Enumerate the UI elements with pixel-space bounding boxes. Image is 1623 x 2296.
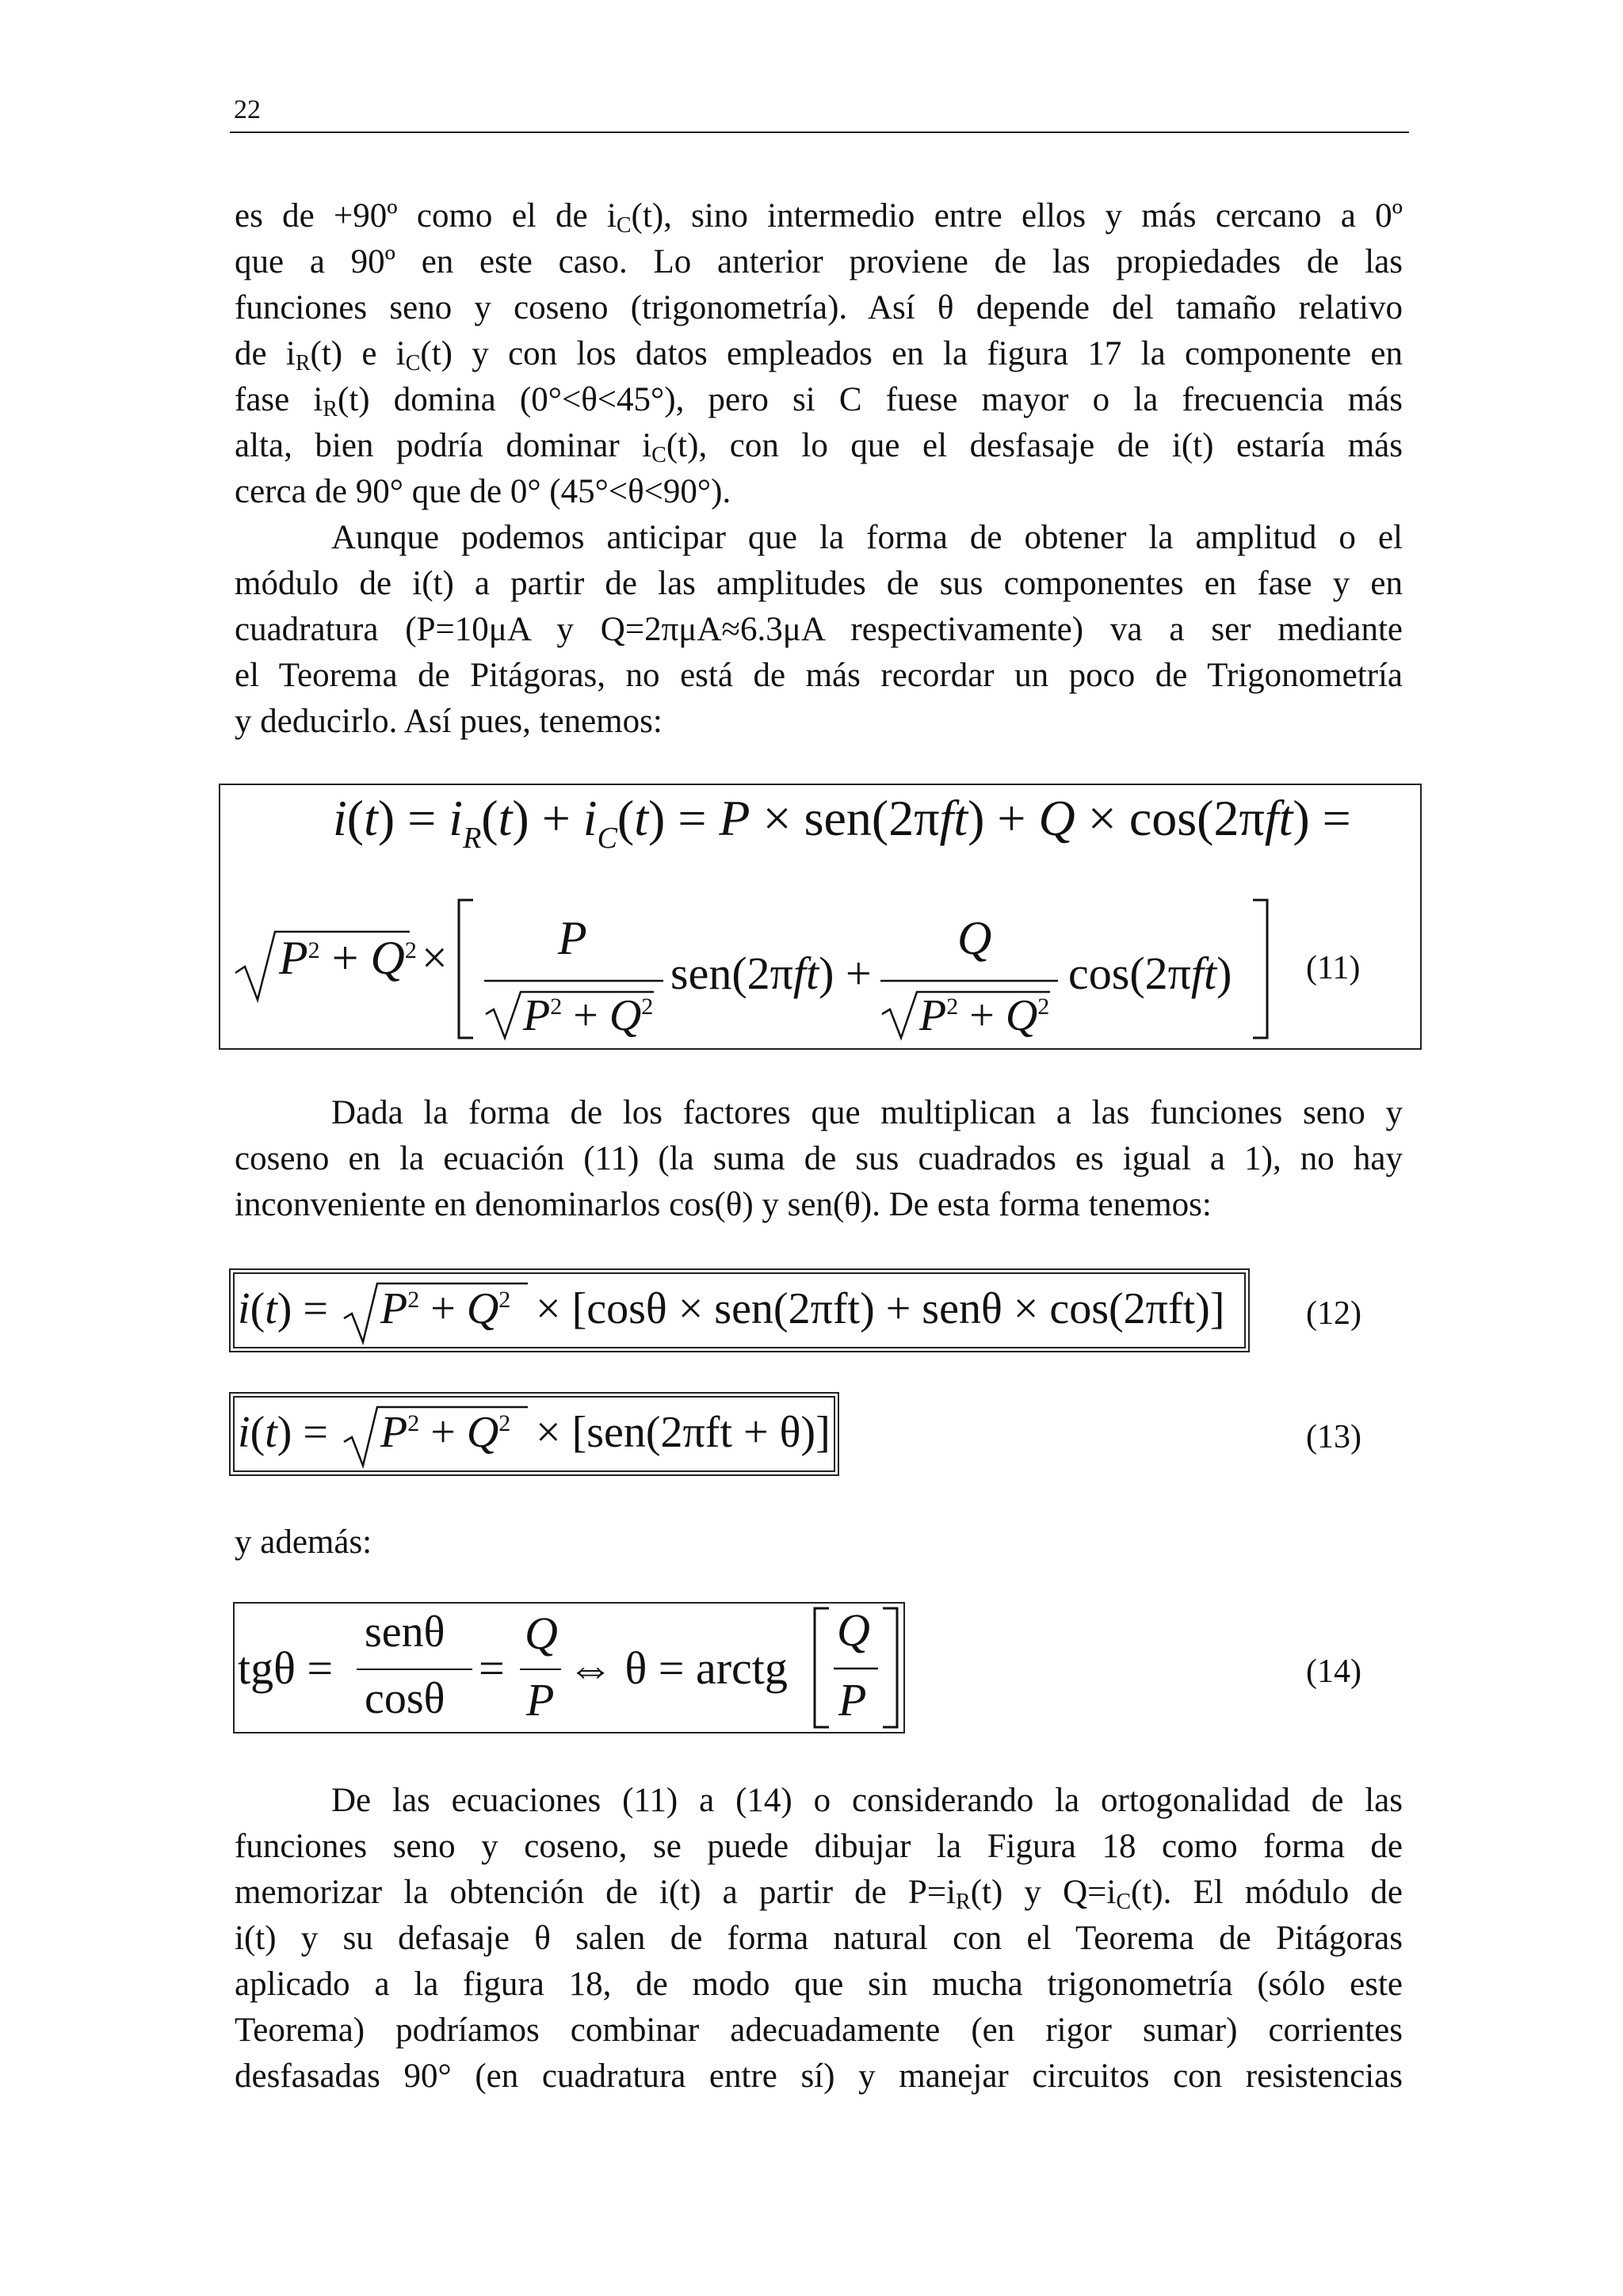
text-line: funciones seno y coseno, se puede dibujar la Figura 18 como forma de <box>235 1828 1403 1865</box>
text-line <box>235 423 1403 469</box>
equation-12-lhs: i(t) = <box>238 1284 329 1333</box>
fraction-denominator: $P^2 + Q^2$ <box>523 991 654 1040</box>
equation-number-14: (14) <box>1306 1653 1361 1690</box>
text-line: aplicado a la figura 18, de modo que sin mucha trigonometría (sólo este <box>235 1966 1403 2003</box>
text: (t). El módulo de <box>1131 1874 1403 1911</box>
fraction-numerator: Q <box>525 1608 558 1659</box>
paragraph-1 <box>235 193 1403 515</box>
text-line: Dada la forma de los factores que multiplican a las funciones seno y <box>331 1094 1403 1131</box>
equation-13-rhs: × [sen(2πft + θ)] <box>536 1408 831 1457</box>
text-line: i(t) y su defasaje θ salen de forma natural con el Teorema de Pitágoras <box>235 1920 1403 1957</box>
text-line: cuadratura (P=10μA y Q=2πμA≈6.3μA respectivamente) va a ser mediante <box>235 611 1403 648</box>
equation-14-iff: ⇔ θ = arctg <box>567 1642 788 1694</box>
fraction-numerator: senθ <box>365 1608 445 1657</box>
text: (t), con lo que el desfasaje de i(t) estaría más <box>666 427 1403 464</box>
fraction-bar <box>520 1669 561 1670</box>
fraction-numerator: Q <box>957 912 992 964</box>
text: de i <box>235 335 296 372</box>
subscript: C <box>405 351 421 376</box>
fraction-denominator: P <box>526 1674 555 1726</box>
text: alta, bien podría dominar i <box>235 427 652 464</box>
sqrt-content: $P^2 + Q^2$ <box>279 932 417 984</box>
text: (t), sino intermedio entre ellos y más cercano a 0º <box>631 197 1403 235</box>
subscript: C <box>616 213 632 238</box>
text-line: inconveniente en denominarlos cos(θ) y sen(θ). De esta forma tenemos: <box>235 1186 1212 1223</box>
text-line: De las ecuaciones (11) a (14) o considerando la ortogonalidad de las <box>331 1782 1403 1819</box>
fraction-denominator: cosθ <box>365 1674 445 1723</box>
text: (t) e i <box>310 335 406 372</box>
left-bracket <box>459 900 473 1038</box>
text-line <box>235 193 1403 239</box>
paragraph-2 <box>235 515 1403 745</box>
text-line: funciones seno y coseno (trigonometría). Así θ depende del tamaño relativo <box>235 289 1403 326</box>
text-line <box>235 1870 1403 1916</box>
text-line: y deducirlo. Así pues, tenemos: <box>235 703 663 740</box>
fraction-denominator: P <box>838 1674 867 1726</box>
equals-sign: = <box>479 1642 505 1694</box>
paragraph-3 <box>235 1090 1403 1228</box>
right-bracket <box>1253 900 1267 1038</box>
equation-number-13: (13) <box>1306 1419 1361 1455</box>
subscript: C <box>651 443 666 467</box>
text-line: Teorema) podríamos combinar adecuadamente (en rigor sumar) corrientes <box>235 2012 1403 2049</box>
text-line <box>235 377 1403 423</box>
text-line <box>235 331 1403 377</box>
equation-11-line-1: $i(t) = i_R(t) + i_C(t) = P \times sen(2\pi ft) + Q \times \cos(2\pi ft)$ = <box>333 790 1351 855</box>
fraction-numerator: P <box>558 912 587 964</box>
equation-number-11: (11) <box>1306 950 1361 986</box>
subscript: R <box>295 351 311 376</box>
subscript: R <box>956 1890 971 1914</box>
equation-13-lhs: i(t) = <box>238 1408 329 1457</box>
text-line: que a 90º en este caso. Lo anterior proviene de las propiedades de las <box>235 243 1403 280</box>
text-line: coseno en la ecuación (11) (la suma de sus cuadrados es igual a 1), no hay <box>235 1140 1403 1177</box>
text-line: Aunque podemos anticipar que la forma de obtener la amplitud o el <box>331 519 1403 556</box>
fraction-bar <box>357 1669 472 1670</box>
equation-14-lhs: tgθ = <box>238 1642 334 1694</box>
text: es de +90º como el de i <box>235 197 617 235</box>
text-line: desfasadas 90° (en cuadratura entre sí) y manejar circuitos con resistencias <box>235 2058 1403 2095</box>
header-rule <box>230 132 1409 133</box>
cos-term: cos(2πft) <box>1068 948 1232 999</box>
paragraph-5 <box>235 1778 1403 2100</box>
sen-term: sen(2πft) + <box>670 948 872 999</box>
page-number: 22 <box>234 95 261 124</box>
equation-12-rhs: × [cosθ × sen(2πft) + senθ × cos(2πft)] <box>536 1284 1225 1333</box>
text-line: módulo de i(t) a partir de las amplitudes de sus componentes en fase y en <box>235 565 1403 602</box>
text: (t) y con los datos empleados en la figura 17 la componente en <box>420 335 1403 372</box>
text-line: el Teorema de Pitágoras, no está de más recordar un poco de Trigonometría <box>235 657 1403 694</box>
text-line: cerca de 90° que de 0° (45°<θ<90°). <box>235 473 731 510</box>
times-sign: × <box>422 932 448 983</box>
text: fase i <box>235 381 323 418</box>
text: (t) y Q=i <box>970 1874 1117 1911</box>
text-line: y además: <box>235 1524 372 1561</box>
equation-number-12: (12) <box>1306 1295 1361 1332</box>
equation-12-sqrt-content: $P^2 + Q^2$ <box>380 1284 511 1333</box>
paragraph-4 <box>235 1520 1403 1566</box>
subscript: R <box>323 397 338 421</box>
text: memorizar la obtención de i(t) a partir de P=i <box>235 1874 957 1911</box>
fraction-numerator: Q <box>837 1604 870 1656</box>
equation-13-sqrt-content: $P^2 + Q^2$ <box>380 1408 511 1457</box>
subscript: C <box>1116 1890 1132 1914</box>
text: (t) domina (0°<θ<45°), pero si C fuese mayor o la frecuencia más <box>338 381 1403 418</box>
fraction-denominator: $P^2 + Q^2$ <box>919 991 1050 1040</box>
